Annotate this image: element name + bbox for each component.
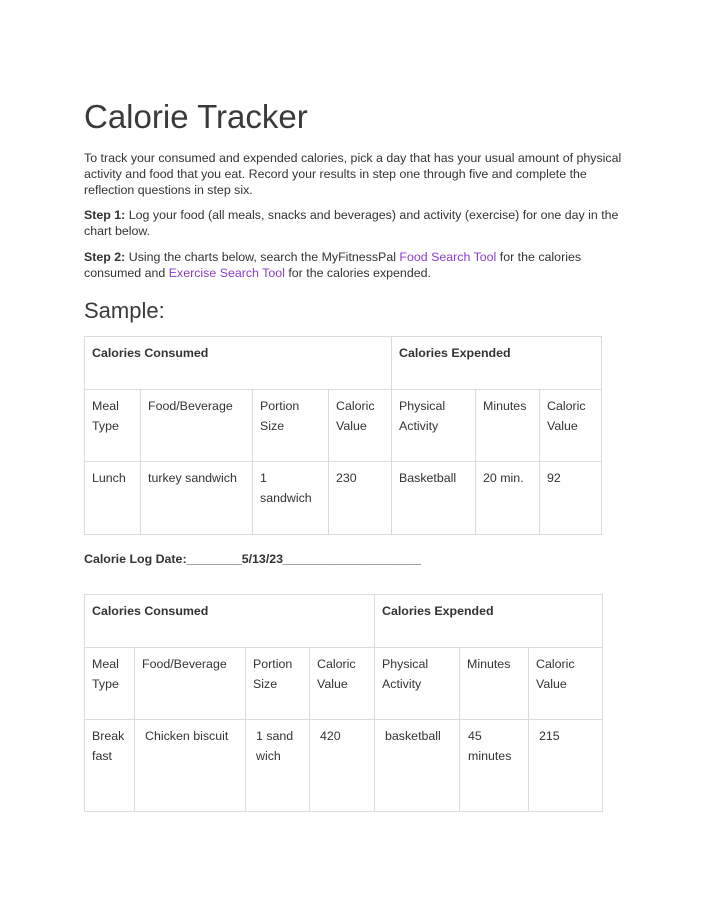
table-cell: 230 <box>329 462 392 535</box>
column-header-caloric-value: Caloric Value <box>310 648 375 720</box>
column-header-caloric-value-expended: Caloric Value <box>540 390 602 462</box>
step-2-text-a: Using the charts below, search the MyFitnessPal <box>125 250 400 264</box>
table-cell[interactable]: 215 <box>529 720 603 812</box>
column-header-caloric-value: Caloric Value <box>329 390 392 462</box>
table-cell[interactable]: Breakfast <box>85 720 135 812</box>
sample-table <box>84 336 602 535</box>
header-calories-consumed: Calories Consumed <box>85 595 375 648</box>
table-cell: Basketball <box>392 462 476 535</box>
step-1-text: Log your food (all meals, snacks and beverages) and activity (exercise) for one day in the chart below. <box>84 208 619 238</box>
table-cell: 1 sandwich <box>253 462 329 535</box>
table-cell[interactable]: 420 <box>310 720 375 812</box>
step-1-paragraph <box>84 207 624 239</box>
table-row <box>85 720 603 812</box>
table-cell[interactable]: basketball <box>375 720 460 812</box>
column-header-meal-type: Meal Type <box>85 648 135 720</box>
column-header-meal-type: Meal Type <box>85 390 141 462</box>
column-header-caloric-value-expended: Caloric Value <box>529 648 603 720</box>
sample-heading: Sample: <box>84 298 165 323</box>
calorie-log-table <box>84 594 603 812</box>
step-2-paragraph <box>84 249 624 281</box>
table-row <box>85 462 602 535</box>
calorie-log-date: Calorie Log Date:________5/13/23____________________ <box>84 552 421 566</box>
food-search-tool-link[interactable]: Food Search Tool <box>399 250 497 264</box>
step-2-text-c: for the calories expended. <box>284 266 431 280</box>
step-2-text-b: for the calories consumed and <box>84 250 582 280</box>
table-cell[interactable]: 1 sandwich <box>246 720 310 812</box>
table-cell[interactable]: Chicken biscuit <box>135 720 246 812</box>
column-header-food-beverage: Food/Beverage <box>135 648 246 720</box>
column-header-physical-activity: Physical Activity <box>375 648 460 720</box>
table-row <box>85 390 602 462</box>
header-calories-consumed: Calories Consumed <box>85 337 392 390</box>
column-header-minutes: Minutes <box>460 648 529 720</box>
column-header-food-beverage: Food/Beverage <box>141 390 253 462</box>
exercise-search-tool-link[interactable]: Exercise Search Tool <box>168 266 285 280</box>
header-calories-expended: Calories Expended <box>392 337 602 390</box>
header-calories-expended: Calories Expended <box>375 595 603 648</box>
column-header-physical-activity: Physical Activity <box>392 390 476 462</box>
intro-paragraph: To track your consumed and expended calories, pick a day that has your usual amount of physical activity and food that you eat. Record your results in step one through five and complete the reflection questions in step six. <box>84 151 622 197</box>
column-header-minutes: Minutes <box>476 390 540 462</box>
column-header-portion-size: Portion Size <box>253 390 329 462</box>
page-title: Calorie Tracker <box>84 98 308 135</box>
table-cell: 92 <box>540 462 602 535</box>
column-header-portion-size: Portion Size <box>246 648 310 720</box>
table-row <box>85 648 603 720</box>
table-cell: turkey sandwich <box>141 462 253 535</box>
table-cell: Lunch <box>85 462 141 535</box>
step-1-label: Step 1: <box>84 208 126 222</box>
table-row <box>85 337 602 390</box>
table-cell[interactable]: 45 minutes <box>460 720 529 812</box>
table-row <box>85 595 603 648</box>
step-2-label: Step 2: <box>84 250 126 264</box>
table-cell: 20 min. <box>476 462 540 535</box>
